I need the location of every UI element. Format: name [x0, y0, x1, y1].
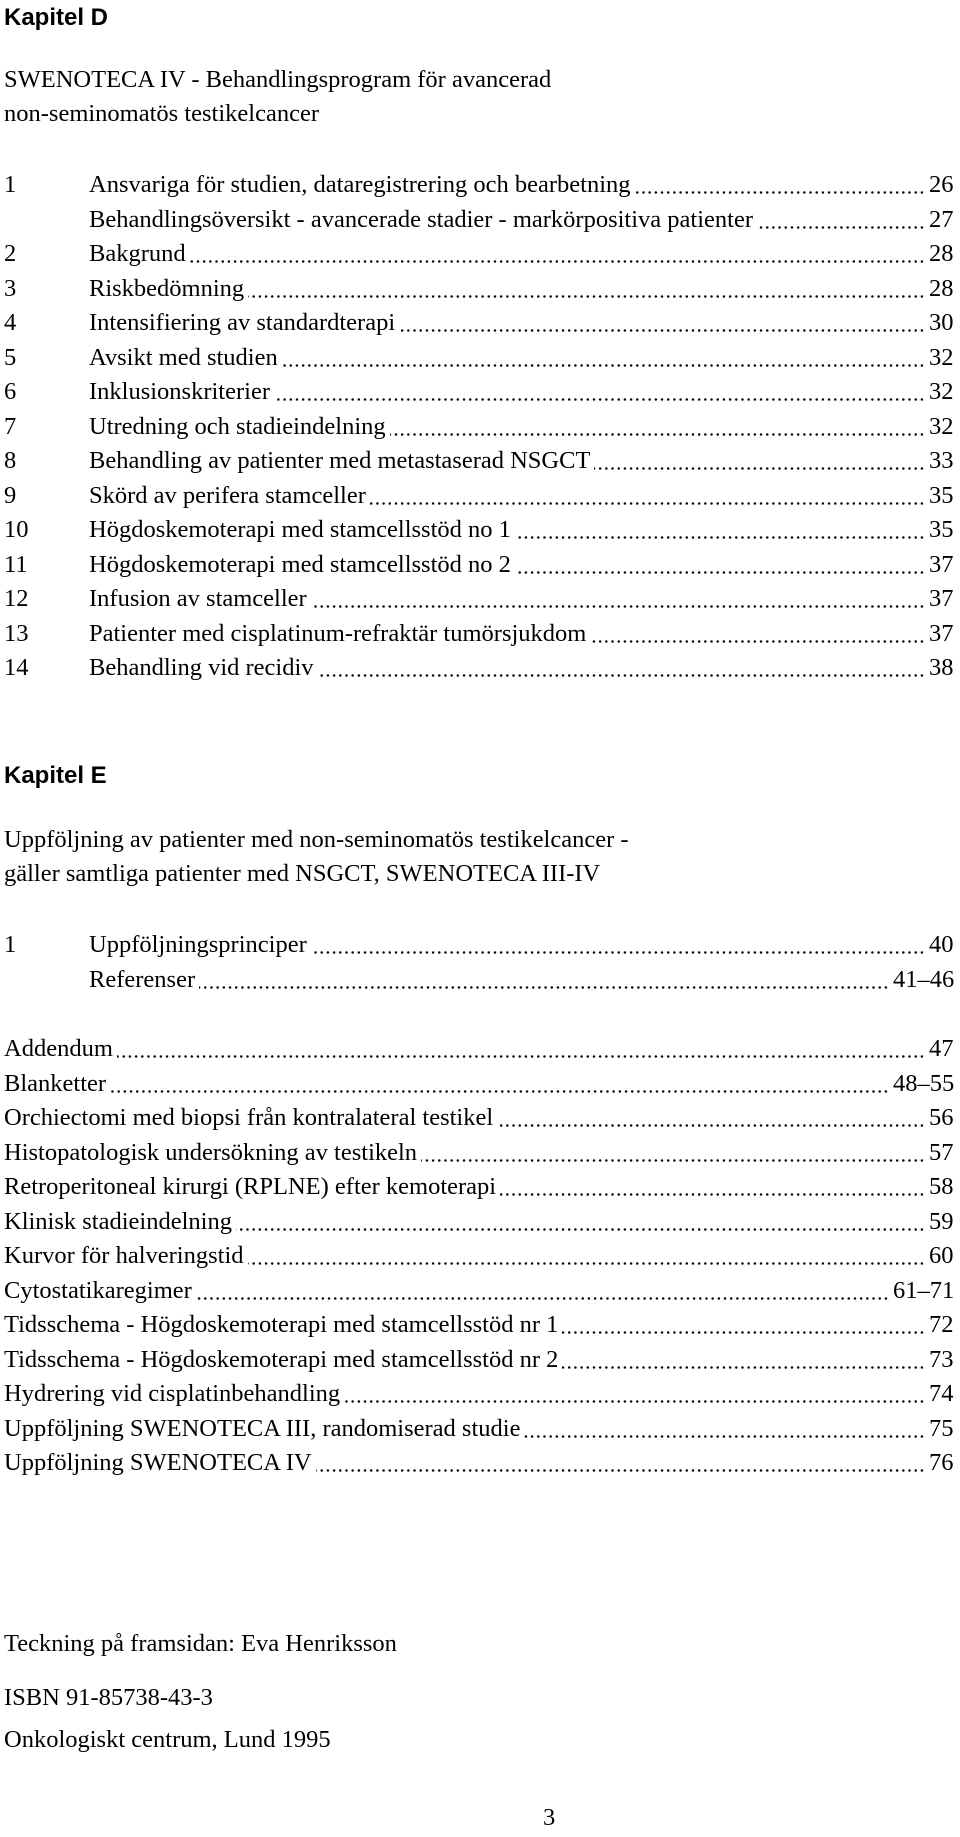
- toc-leader-dots: [236, 1228, 925, 1231]
- toc-entry-number: 6: [4, 378, 17, 405]
- toc-entry[interactable]: [4, 548, 954, 583]
- toc-entry-title: Högdoskemoterapi med stamcellsstöd no 1: [89, 513, 513, 548]
- toc-entry-number: 1: [4, 931, 17, 958]
- toc-entry-title: Uppföljningsprinciper: [89, 928, 309, 963]
- toc-entry-page: 35: [925, 513, 954, 548]
- toc-entry-page: 75: [925, 1412, 954, 1447]
- chapter-e-title-line: gäller samtliga patienter med NSGCT, SWENOTECA III-IV: [4, 860, 601, 887]
- isbn: ISBN 91-85738-43-3: [4, 1684, 213, 1711]
- toc-entry-title: Referenser: [89, 963, 197, 998]
- appendix-toc: [4, 1032, 954, 1481]
- toc-entry-number: 7: [4, 412, 17, 440]
- toc-entry[interactable]: [4, 1136, 954, 1171]
- toc-entry-page: 37: [925, 548, 954, 583]
- toc-leader-dots: [316, 1469, 925, 1472]
- toc-entry-number: 10: [4, 516, 29, 543]
- toc-entry-title: Behandling av patienter med metastaserad NSGCT: [89, 444, 592, 479]
- toc-entry-title: Orchiectomi med biopsi från kontralateral testikel: [4, 1101, 495, 1136]
- chapter-d-title-line: SWENOTECA IV - Behandlingsprogram för avancerad: [4, 66, 552, 93]
- toc-leader-dots: [248, 295, 925, 298]
- toc-entry-title: Avsikt med studien: [89, 341, 280, 376]
- toc-entry-page: 47: [925, 1032, 954, 1067]
- toc-entry[interactable]: [4, 341, 954, 376]
- toc-entry-title: Uppföljning SWENOTECA III, randomiserad studie: [4, 1412, 522, 1447]
- toc-entry-number: 8: [4, 447, 17, 474]
- toc-entry-number: 4: [4, 309, 17, 336]
- toc-entry-title: Hydrering vid cisplatinbehandling: [4, 1377, 342, 1412]
- toc-entry-title: Klinisk stadieindelning: [4, 1205, 234, 1240]
- toc-entry[interactable]: [4, 444, 954, 479]
- toc-leader-dots: [117, 1055, 925, 1058]
- toc-entry-page: 33: [925, 444, 954, 479]
- toc-leader-dots: [199, 986, 889, 989]
- toc-entry[interactable]: [4, 1308, 954, 1343]
- toc-leader-dots: [757, 226, 925, 229]
- toc-entry-page: 61–71: [889, 1274, 954, 1309]
- toc-leader-dots: [497, 1124, 925, 1127]
- toc-leader-dots: [594, 467, 925, 470]
- chapter-d-heading: Kapitel D: [4, 4, 109, 31]
- toc-entry[interactable]: [4, 168, 954, 203]
- toc-leader-dots: [311, 605, 925, 608]
- toc-leader-dots: [110, 1090, 889, 1093]
- chapter-e-toc: [4, 928, 954, 997]
- toc-leader-dots: [515, 536, 925, 539]
- toc-leader-dots: [344, 1400, 925, 1403]
- toc-entry-page: 48–55: [889, 1067, 954, 1102]
- toc-entry[interactable]: [4, 479, 954, 514]
- toc-entry[interactable]: [4, 1170, 954, 1205]
- toc-leader-dots: [635, 191, 925, 194]
- toc-entry-title: Inklusionskriterier: [89, 375, 272, 410]
- toc-entry-title: Tidsschema - Högdoskemoterapi med stamcellsstöd nr 1: [4, 1308, 560, 1343]
- toc-leader-dots: [524, 1435, 925, 1438]
- toc-entry-title: Utredning och stadieindelning: [89, 410, 388, 445]
- toc-entry[interactable]: [4, 928, 954, 963]
- toc-entry-title: Skörd av perifera stamceller: [89, 479, 368, 514]
- toc-entry-page: 28: [925, 237, 954, 272]
- toc-entry[interactable]: [4, 306, 954, 341]
- toc-entry-page: 41–46: [889, 963, 954, 998]
- toc-entry-title: Histopatologisk undersökning av testikeln: [4, 1136, 419, 1171]
- toc-entry-page: 26: [925, 168, 954, 203]
- toc-leader-dots: [274, 398, 925, 401]
- toc-entry[interactable]: [4, 203, 954, 238]
- toc-entry-page: 32: [925, 341, 954, 376]
- toc-entry-page: 59: [925, 1205, 954, 1240]
- chapter-d-toc: [4, 168, 954, 686]
- toc-entry-page: 27: [925, 203, 954, 238]
- toc-entry[interactable]: [4, 1412, 954, 1447]
- toc-entry[interactable]: [4, 1446, 954, 1481]
- toc-entry-title: Patienter med cisplatinum-refraktär tumörsjukdom: [89, 617, 588, 652]
- page-number: 3: [543, 1804, 556, 1831]
- toc-entry-number: 3: [4, 274, 17, 302]
- chapter-e-heading: Kapitel E: [4, 762, 107, 789]
- toc-entry-number: 1: [4, 171, 17, 198]
- toc-entry-number: 14: [4, 654, 29, 681]
- chapter-d-title: [4, 63, 551, 131]
- toc-entry[interactable]: [4, 375, 954, 410]
- toc-entry-title: Behandlingsöversikt - avancerade stadier - markörpositiva patienter: [89, 203, 755, 238]
- toc-entry[interactable]: [4, 1239, 954, 1274]
- toc-entry[interactable]: [4, 1377, 954, 1412]
- toc-entry-number: 12: [4, 585, 29, 612]
- toc-entry[interactable]: [4, 237, 954, 272]
- toc-entry-number: 11: [4, 550, 28, 578]
- toc-leader-dots: [390, 433, 925, 436]
- toc-entry-page: 30: [925, 306, 954, 341]
- toc-entry[interactable]: [4, 1205, 954, 1240]
- toc-entry-title: Riskbedömning: [89, 272, 246, 307]
- toc-entry[interactable]: [4, 1274, 954, 1309]
- toc-leader-dots: [515, 571, 925, 574]
- toc-entry-page: 60: [925, 1239, 954, 1274]
- toc-leader-dots: [248, 1262, 925, 1265]
- toc-entry-page: 35: [925, 479, 954, 514]
- toc-entry-title: Ansvariga för studien, dataregistrering och bearbetning: [89, 168, 633, 203]
- toc-entry-title: Intensifiering av standardterapi: [89, 306, 397, 341]
- toc-entry-title: Cytostatikaregimer: [4, 1274, 194, 1309]
- toc-entry[interactable]: [4, 410, 954, 445]
- chapter-e-title-line: Uppföljning av patienter med non-seminomatös testikelcancer -: [4, 826, 629, 853]
- toc-leader-dots: [282, 364, 925, 367]
- toc-entry-page: 56: [925, 1101, 954, 1136]
- toc-entry-number: 9: [4, 481, 17, 509]
- toc-leader-dots: [190, 260, 925, 263]
- toc-leader-dots: [562, 1366, 925, 1369]
- toc-leader-dots: [196, 1297, 889, 1300]
- toc-entry-page: 76: [925, 1446, 954, 1481]
- toc-entry-page: 72: [925, 1308, 954, 1343]
- toc-entry-title: Tidsschema - Högdoskemoterapi med stamcellsstöd nr 2: [4, 1343, 560, 1378]
- toc-leader-dots: [370, 502, 925, 505]
- toc-entry[interactable]: [4, 1067, 954, 1102]
- toc-entry-title: Blanketter: [4, 1067, 108, 1102]
- chapter-e-title: [4, 823, 629, 891]
- toc-entry[interactable]: [4, 651, 954, 686]
- toc-entry-title: Uppföljning SWENOTECA IV: [4, 1446, 314, 1481]
- toc-leader-dots: [590, 640, 925, 643]
- toc-entry[interactable]: [4, 617, 954, 652]
- toc-entry-number: 5: [4, 343, 17, 371]
- toc-entry-title: Addendum: [4, 1032, 115, 1067]
- toc-entry-page: 38: [925, 651, 954, 686]
- toc-entry-page: 57: [925, 1136, 954, 1171]
- toc-leader-dots: [421, 1159, 925, 1162]
- toc-entry-title: Kurvor för halveringstid: [4, 1239, 246, 1274]
- illustration-credit: Teckning på framsidan: Eva Henriksson: [4, 1630, 397, 1657]
- toc-entry-title: Högdoskemoterapi med stamcellsstöd no 2: [89, 548, 513, 583]
- toc-entry-page: 37: [925, 582, 954, 617]
- toc-entry-page: 32: [925, 410, 954, 445]
- toc-leader-dots: [562, 1331, 925, 1334]
- toc-entry[interactable]: [4, 1343, 954, 1378]
- toc-entry-page: 40: [925, 928, 954, 963]
- toc-entry-page: 28: [925, 272, 954, 307]
- toc-entry-title: Behandling vid recidiv: [89, 651, 316, 686]
- toc-entry-page: 74: [925, 1377, 954, 1412]
- toc-entry-page: 32: [925, 375, 954, 410]
- toc-entry-title: Bakgrund: [89, 237, 188, 272]
- toc-entry[interactable]: [4, 1032, 954, 1067]
- toc-entry-page: 37: [925, 617, 954, 652]
- toc-entry-number: 2: [4, 240, 17, 267]
- toc-entry[interactable]: [4, 963, 954, 998]
- toc-entry[interactable]: [4, 1101, 954, 1136]
- toc-entry-page: 58: [925, 1170, 954, 1205]
- toc-entry-number: 13: [4, 619, 29, 647]
- toc-entry-title: Retroperitoneal kirurgi (RPLNE) efter kemoterapi: [4, 1170, 498, 1205]
- toc-entry-title: Infusion av stamceller: [89, 582, 309, 617]
- toc-leader-dots: [318, 674, 925, 677]
- toc-entry[interactable]: [4, 582, 954, 617]
- toc-leader-dots: [500, 1193, 925, 1196]
- toc-leader-dots: [311, 951, 925, 954]
- publisher: Onkologiskt centrum, Lund 1995: [4, 1726, 331, 1753]
- toc-entry-page: 73: [925, 1343, 954, 1378]
- toc-entry[interactable]: [4, 272, 954, 307]
- chapter-d-title-line: non-seminomatös testikelcancer: [4, 100, 319, 127]
- toc-entry[interactable]: [4, 513, 954, 548]
- toc-leader-dots: [399, 329, 925, 332]
